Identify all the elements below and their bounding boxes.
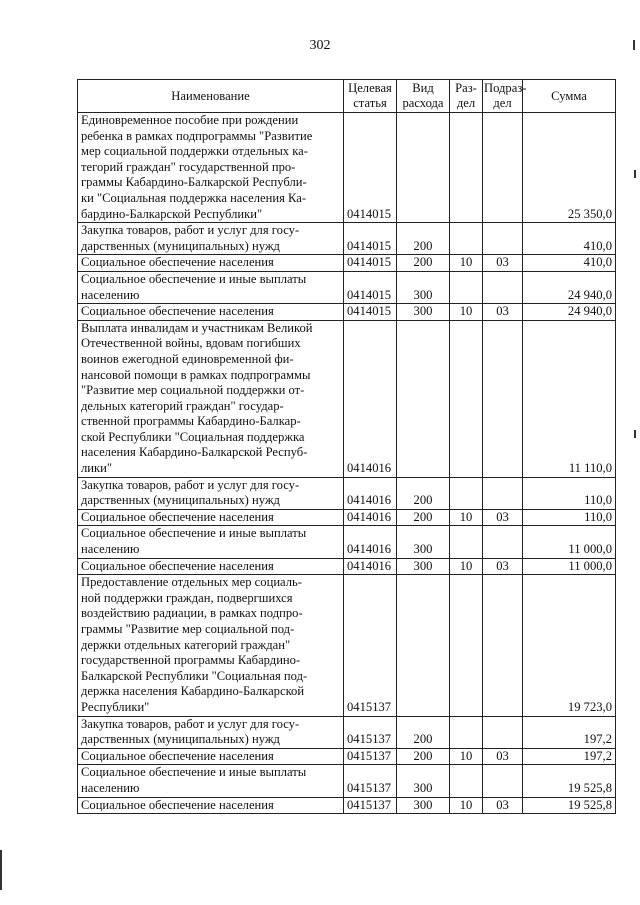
row-section: 10 <box>450 748 483 765</box>
row-amount: 410,0 <box>523 223 616 255</box>
scan-edge-mark <box>0 850 2 890</box>
row-name-line: Социальное обеспечение населения <box>81 255 274 270</box>
row-name <box>78 320 344 477</box>
table-row <box>78 748 616 765</box>
row-subsection <box>483 765 523 797</box>
table-row <box>78 320 616 477</box>
row-name-line: Социальное обеспечение и иные выплаты <box>81 526 307 541</box>
table-row <box>78 797 616 814</box>
row-amount: 197,2 <box>523 748 616 765</box>
row-name-line: Социальное обеспечение населения <box>81 797 274 812</box>
row-expense-type: 300 <box>397 797 450 814</box>
row-target-code: 0415137 <box>344 716 397 748</box>
row-name-line: держки отдельных категорий граждан" <box>81 637 291 652</box>
row-name <box>78 509 344 526</box>
row-subsection: 03 <box>483 304 523 321</box>
row-name-line: Социальное обеспечение населения <box>81 558 274 573</box>
row-name <box>78 271 344 303</box>
table-row <box>78 304 616 321</box>
row-name <box>78 558 344 575</box>
row-name-line: населению <box>81 542 140 557</box>
row-name <box>78 716 344 748</box>
row-amount: 11 110,0 <box>523 320 616 477</box>
row-subsection <box>483 320 523 477</box>
row-name-line: Закупка товаров, работ и услуг для госу- <box>81 223 300 238</box>
row-subsection <box>483 526 523 558</box>
row-expense-type: 200 <box>397 223 450 255</box>
row-section: 10 <box>450 509 483 526</box>
row-name-line: нансовой помощи в рамках подпрограммы <box>81 367 311 382</box>
row-name-line: дельных категорий граждан" государ- <box>81 398 284 413</box>
row-name <box>78 477 344 509</box>
row-section <box>450 113 483 223</box>
row-subsection <box>483 113 523 223</box>
row-name <box>78 765 344 797</box>
row-amount: 24 940,0 <box>523 304 616 321</box>
row-target-code: 0414015 <box>344 255 397 272</box>
row-subsection: 03 <box>483 255 523 272</box>
row-target-code: 0415137 <box>344 575 397 716</box>
row-name-line: Социальное обеспечение и иные выплаты <box>81 765 307 780</box>
row-target-code: 0414015 <box>344 304 397 321</box>
table-row <box>78 255 616 272</box>
row-section <box>450 477 483 509</box>
scan-edge-mark <box>634 430 636 438</box>
header-target: Целевая статья <box>344 80 397 113</box>
row-subsection: 03 <box>483 509 523 526</box>
row-expense-type: 300 <box>397 526 450 558</box>
row-target-code: 0414015 <box>344 271 397 303</box>
row-name-line: Социальное обеспечение населения <box>81 748 274 763</box>
row-amount: 11 000,0 <box>523 558 616 575</box>
table-row <box>78 477 616 509</box>
row-target-code: 0415137 <box>344 765 397 797</box>
table-row <box>78 509 616 526</box>
row-amount: 19 525,8 <box>523 797 616 814</box>
header-subsection: Подраз- дел <box>483 80 523 113</box>
row-name-line: граммы "Развитие мер социальной под- <box>81 622 295 636</box>
row-name <box>78 797 344 814</box>
row-name-line: граммы Кабардино-Балкарской Республи- <box>81 175 307 190</box>
row-expense-type: 200 <box>397 255 450 272</box>
row-name-line: дарственных (муниципальных) нужд <box>81 493 280 508</box>
row-name <box>78 255 344 272</box>
scan-edge-mark <box>633 40 635 50</box>
row-amount: 110,0 <box>523 509 616 526</box>
row-name-line: мер социальной поддержки отдельных ка- <box>81 144 308 159</box>
row-name-line: Социальное обеспечение населения <box>81 509 274 524</box>
row-target-code: 0414016 <box>344 477 397 509</box>
row-expense-type: 300 <box>397 765 450 797</box>
row-name-line: держка населения Кабардино-Балкарской <box>81 684 305 699</box>
row-name-line: ственной программы Кабардино-Балкар- <box>81 414 301 429</box>
row-amount: 19 525,8 <box>523 765 616 797</box>
row-name-line: дарственных (муниципальных) нужд <box>81 238 280 253</box>
table-row <box>78 223 616 255</box>
row-amount: 25 350,0 <box>523 113 616 223</box>
row-name-line: Балкарской Республики "Социальная под- <box>81 668 308 683</box>
table-header-row <box>78 80 616 113</box>
row-section: 10 <box>450 797 483 814</box>
row-section <box>450 320 483 477</box>
row-name-line: населению <box>81 780 140 795</box>
row-target-code: 0415137 <box>344 748 397 765</box>
header-name: Наименование <box>78 80 344 113</box>
row-name-line: ки "Социальная поддержка населения Ка- <box>81 190 307 205</box>
row-section: 10 <box>450 558 483 575</box>
row-section <box>450 271 483 303</box>
row-subsection <box>483 477 523 509</box>
row-target-code: 0414016 <box>344 558 397 575</box>
table-row <box>78 765 616 797</box>
row-section: 10 <box>450 255 483 272</box>
row-expense-type: 300 <box>397 558 450 575</box>
row-subsection: 03 <box>483 558 523 575</box>
row-name <box>78 575 344 716</box>
row-section <box>450 716 483 748</box>
row-subsection <box>483 271 523 303</box>
row-amount: 197,2 <box>523 716 616 748</box>
header-type: Вид расхода <box>397 80 450 113</box>
row-name-line: Республики" <box>81 699 150 714</box>
row-name-line: ной поддержки граждан, подвергшихся <box>81 590 293 605</box>
table-row <box>78 113 616 223</box>
row-name <box>78 223 344 255</box>
row-subsection <box>483 575 523 716</box>
row-amount: 11 000,0 <box>523 526 616 558</box>
table-row <box>78 271 616 303</box>
row-name <box>78 526 344 558</box>
row-name-line: тегорий граждан" государственной про- <box>81 159 296 174</box>
row-name-line: Единовременное пособие при рождении <box>81 113 299 127</box>
table-row <box>78 526 616 558</box>
row-name-line: населению <box>81 287 140 302</box>
row-section <box>450 765 483 797</box>
row-expense-type: 200 <box>397 748 450 765</box>
row-name-line: Закупка товаров, работ и услуг для госу- <box>81 716 300 731</box>
row-name-line: Социальное обеспечение и иные выплаты <box>81 271 307 286</box>
row-section <box>450 526 483 558</box>
row-target-code: 0414016 <box>344 320 397 477</box>
table-row <box>78 558 616 575</box>
row-section <box>450 223 483 255</box>
row-expense-type <box>397 575 450 716</box>
page-number: 302 <box>309 38 331 53</box>
header-section: Раз- дел <box>450 80 483 113</box>
row-name-line: бардино-Балкарской Республики" <box>81 206 263 221</box>
row-name-line: дарственных (муниципальных) нужд <box>81 732 280 747</box>
row-name <box>78 113 344 223</box>
row-name-line: Социальное обеспечение населения <box>81 304 274 319</box>
row-name-line: населения Кабардино-Балкарской Респуб- <box>81 445 308 460</box>
row-name-line: Закупка товаров, работ и услуг для госу- <box>81 477 300 492</box>
row-subsection: 03 <box>483 797 523 814</box>
row-amount: 19 723,0 <box>523 575 616 716</box>
row-target-code: 0415137 <box>344 797 397 814</box>
row-section: 10 <box>450 304 483 321</box>
row-name-line: Предоставление отдельных мер социаль- <box>81 575 302 590</box>
row-amount: 110,0 <box>523 477 616 509</box>
budget-table <box>77 79 616 814</box>
row-subsection: 03 <box>483 748 523 765</box>
row-name-line: лики" <box>81 461 113 476</box>
row-name-line: Отечественной войны, вдовам погибших <box>81 336 301 351</box>
row-expense-type <box>397 320 450 477</box>
row-target-code: 0414015 <box>344 223 397 255</box>
row-name-line: ребенка в рамках подпрограммы "Развитие <box>81 128 313 143</box>
row-name-line: государственной программы Кабардино- <box>81 653 301 668</box>
row-name-line: воинов ежегодной единовременной фи- <box>81 351 294 366</box>
row-target-code: 0414016 <box>344 509 397 526</box>
table-row <box>78 716 616 748</box>
row-name <box>78 304 344 321</box>
row-amount: 410,0 <box>523 255 616 272</box>
table-row <box>78 575 616 716</box>
row-name-line: Выплата инвалидам и участникам Великой <box>81 320 313 335</box>
row-amount: 24 940,0 <box>523 271 616 303</box>
row-subsection <box>483 716 523 748</box>
row-expense-type <box>397 113 450 223</box>
row-expense-type: 200 <box>397 509 450 526</box>
row-section <box>450 575 483 716</box>
header-amount: Сумма <box>523 80 616 113</box>
row-target-code: 0414015 <box>344 113 397 223</box>
row-expense-type: 300 <box>397 271 450 303</box>
row-expense-type: 200 <box>397 477 450 509</box>
row-name-line: ской Республики "Социальная поддержка <box>81 429 305 444</box>
row-name-line: воздействию радиации, в рамках подпро- <box>81 606 303 621</box>
row-name <box>78 748 344 765</box>
row-expense-type: 300 <box>397 304 450 321</box>
row-expense-type: 200 <box>397 716 450 748</box>
row-target-code: 0414016 <box>344 526 397 558</box>
scan-edge-mark <box>634 170 636 178</box>
row-name-line: "Развитие мер социальной поддержки от- <box>81 383 305 398</box>
row-subsection <box>483 223 523 255</box>
